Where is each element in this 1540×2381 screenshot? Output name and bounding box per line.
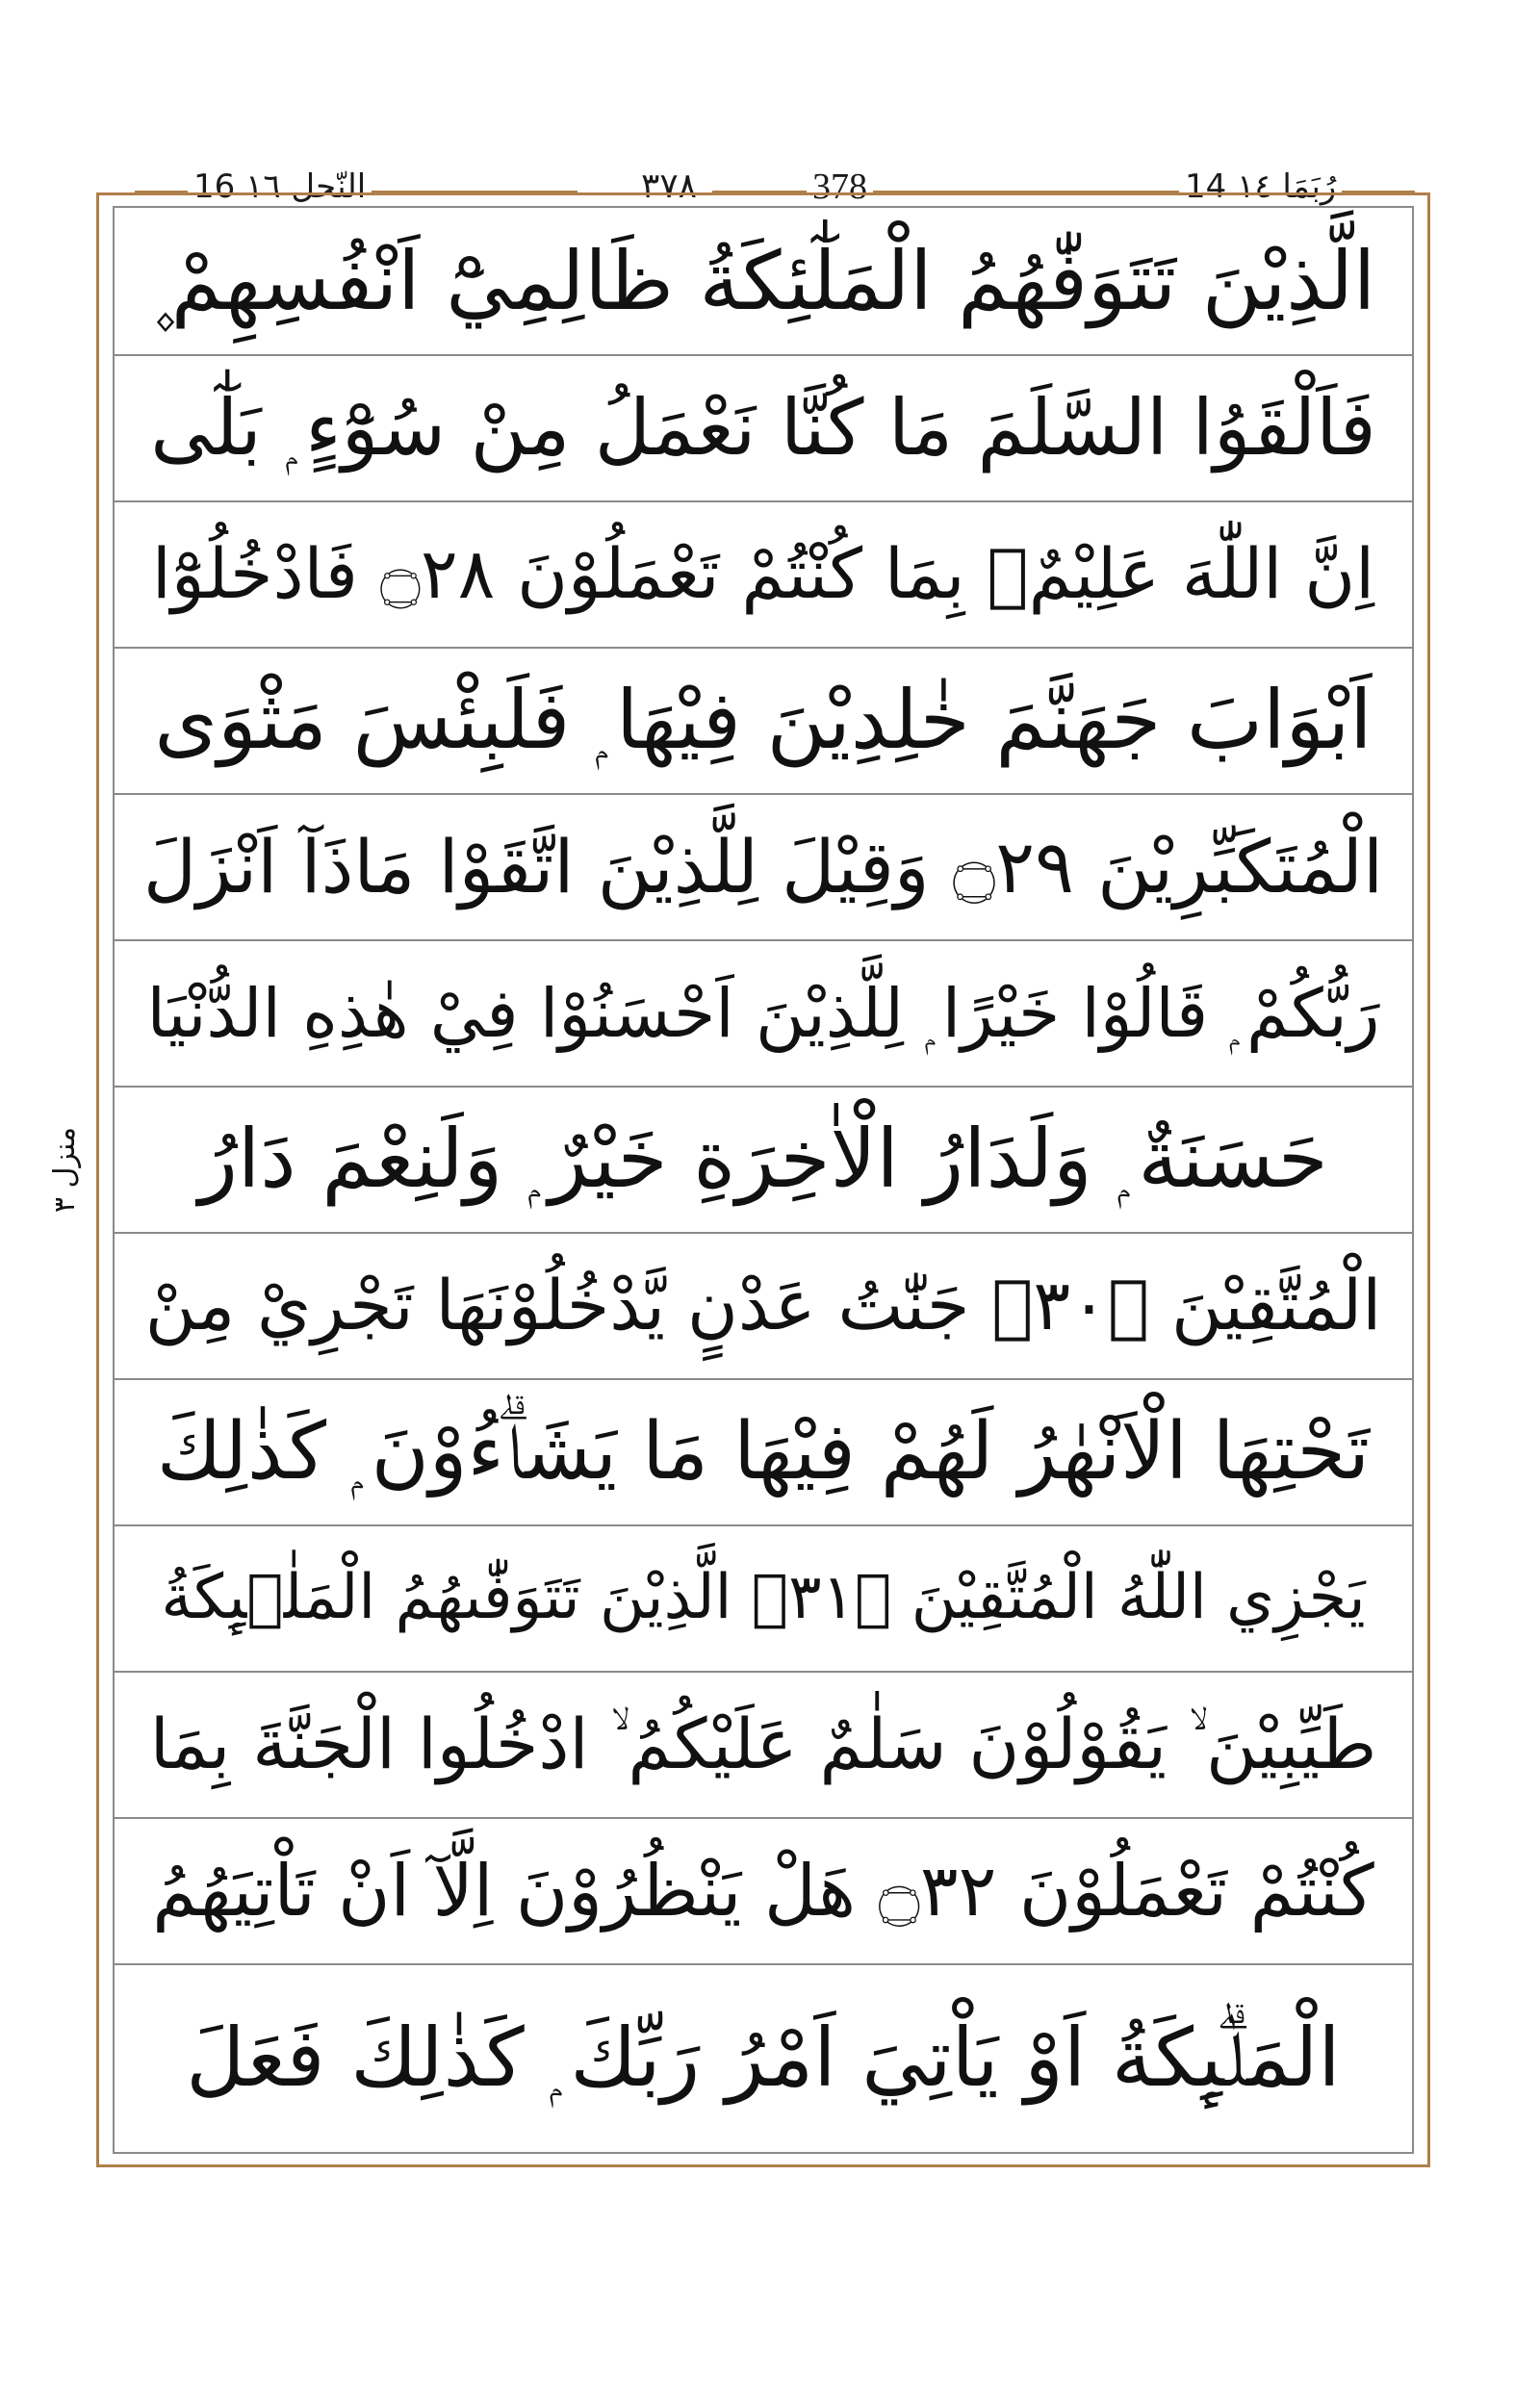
verse-line (115, 1673, 1412, 1819)
manzil-label (46, 1097, 85, 1242)
verse-text: يَجْزِي اللّٰهُ الْمُتَّقِيْنَ ۝٣١ۙ الَّذِيْنَ تَتَوَفّٰىهُمُ الْمَلٰۗىِٕكَةُ (161, 1562, 1366, 1634)
verse-text: الْمُتَّقِيْنَ ۝٣٠ۙ جَنّٰتُ عَدْنٍ يَّدْخُلُوْنَهَا تَجْرِيْ مِنْ (144, 1265, 1382, 1346)
verse-line (115, 1526, 1412, 1673)
verse-text: الَّذِيْنَ تَتَوَفّٰهُمُ الْمَلٰٓئِكَةُ ظَالِمِيْٓ اَنْفُسِهِمْ ۪ (150, 234, 1376, 329)
verse-line (115, 502, 1412, 649)
juz-label: 14 رُبَمَا ١٤ (1179, 166, 1342, 208)
verse-line (115, 210, 1412, 356)
verse-line (115, 795, 1412, 941)
page-number-urdu: ٣٧٨ (635, 166, 703, 208)
verse-text: الْمَلٰۗىِٕكَةُ اَوْ يَاْتِيَ اَمْرُ رَبِّكَ ۭ كَذٰلِكَ فَعَلَ (186, 2010, 1341, 2106)
verse-line (115, 1234, 1412, 1380)
verse-line (115, 356, 1412, 502)
page-number: 378 (807, 166, 873, 208)
verse-line (115, 1965, 1412, 2152)
verse-line (115, 1819, 1412, 1965)
verse-text: تَحْتِهَا الْاَنْهٰرُ لَهُمْ فِيْهَا مَا يَشَاۗءُوْنَ ۭ كَذٰلِكَ (156, 1405, 1371, 1498)
verse-line (115, 1380, 1412, 1526)
verse-line (115, 1088, 1412, 1234)
verse-line (115, 941, 1412, 1088)
verse-text: اِنَّ اللّٰهَ عَلِيْمٌۢ بِمَا كُنْتُمْ تَعْمَلُوْنَ ۝٢٨ فَادْخُلُوْٓا (151, 533, 1375, 615)
verse-text: كُنْتُمْ تَعْمَلُوْنَ ۝٣٢ هَلْ يَنْظُرُوْنَ اِلَّآ اَنْ تَاْتِيَهُمُ (152, 1849, 1374, 1933)
verse-text: اَبْوَابَ جَهَنَّمَ خٰلِدِيْنَ فِيْهَا ۭ فَلَبِئْسَ مَثْوَى (154, 673, 1373, 768)
verse-line (115, 649, 1412, 795)
verse-text: حَسَنَةٌ ۭ وَلَدَارُ الْاٰخِرَةِ خَيْرٌ ۭ وَلَنِعْمَ دَارُ (198, 1112, 1328, 1207)
verse-text: طَيِّبِيْنَ ۙ يَقُوْلُوْنَ سَلٰمٌ عَلَيْكُمُ ۙ ادْخُلُوا الْجَنَّةَ بِمَا (149, 1703, 1377, 1785)
verse-text: فَاَلْقَوُا السَّلَمَ مَا كُنَّا نَعْمَلُ مِنْ سُوْٓءٍ ۭ بَلٰٓى (150, 383, 1376, 473)
surah-label: 16 النّحل ١٦ (188, 166, 372, 208)
verse-text: رَبُّكُمْ ۭ قَالُوْا خَيْرًا ۭ لِلَّذِيْنَ اَحْسَنُوْا فِيْ هٰذِهِ الدُّنْيَا (146, 973, 1380, 1053)
manzil-text: منزل ٣ (48, 1126, 83, 1213)
verse-text: الْمُتَكَبِّرِيْنَ ۝٢٩ وَقِيْلَ لِلَّذِيْنَ اتَّقَوْا مَاذَآ اَنْزَلَ (142, 823, 1384, 909)
